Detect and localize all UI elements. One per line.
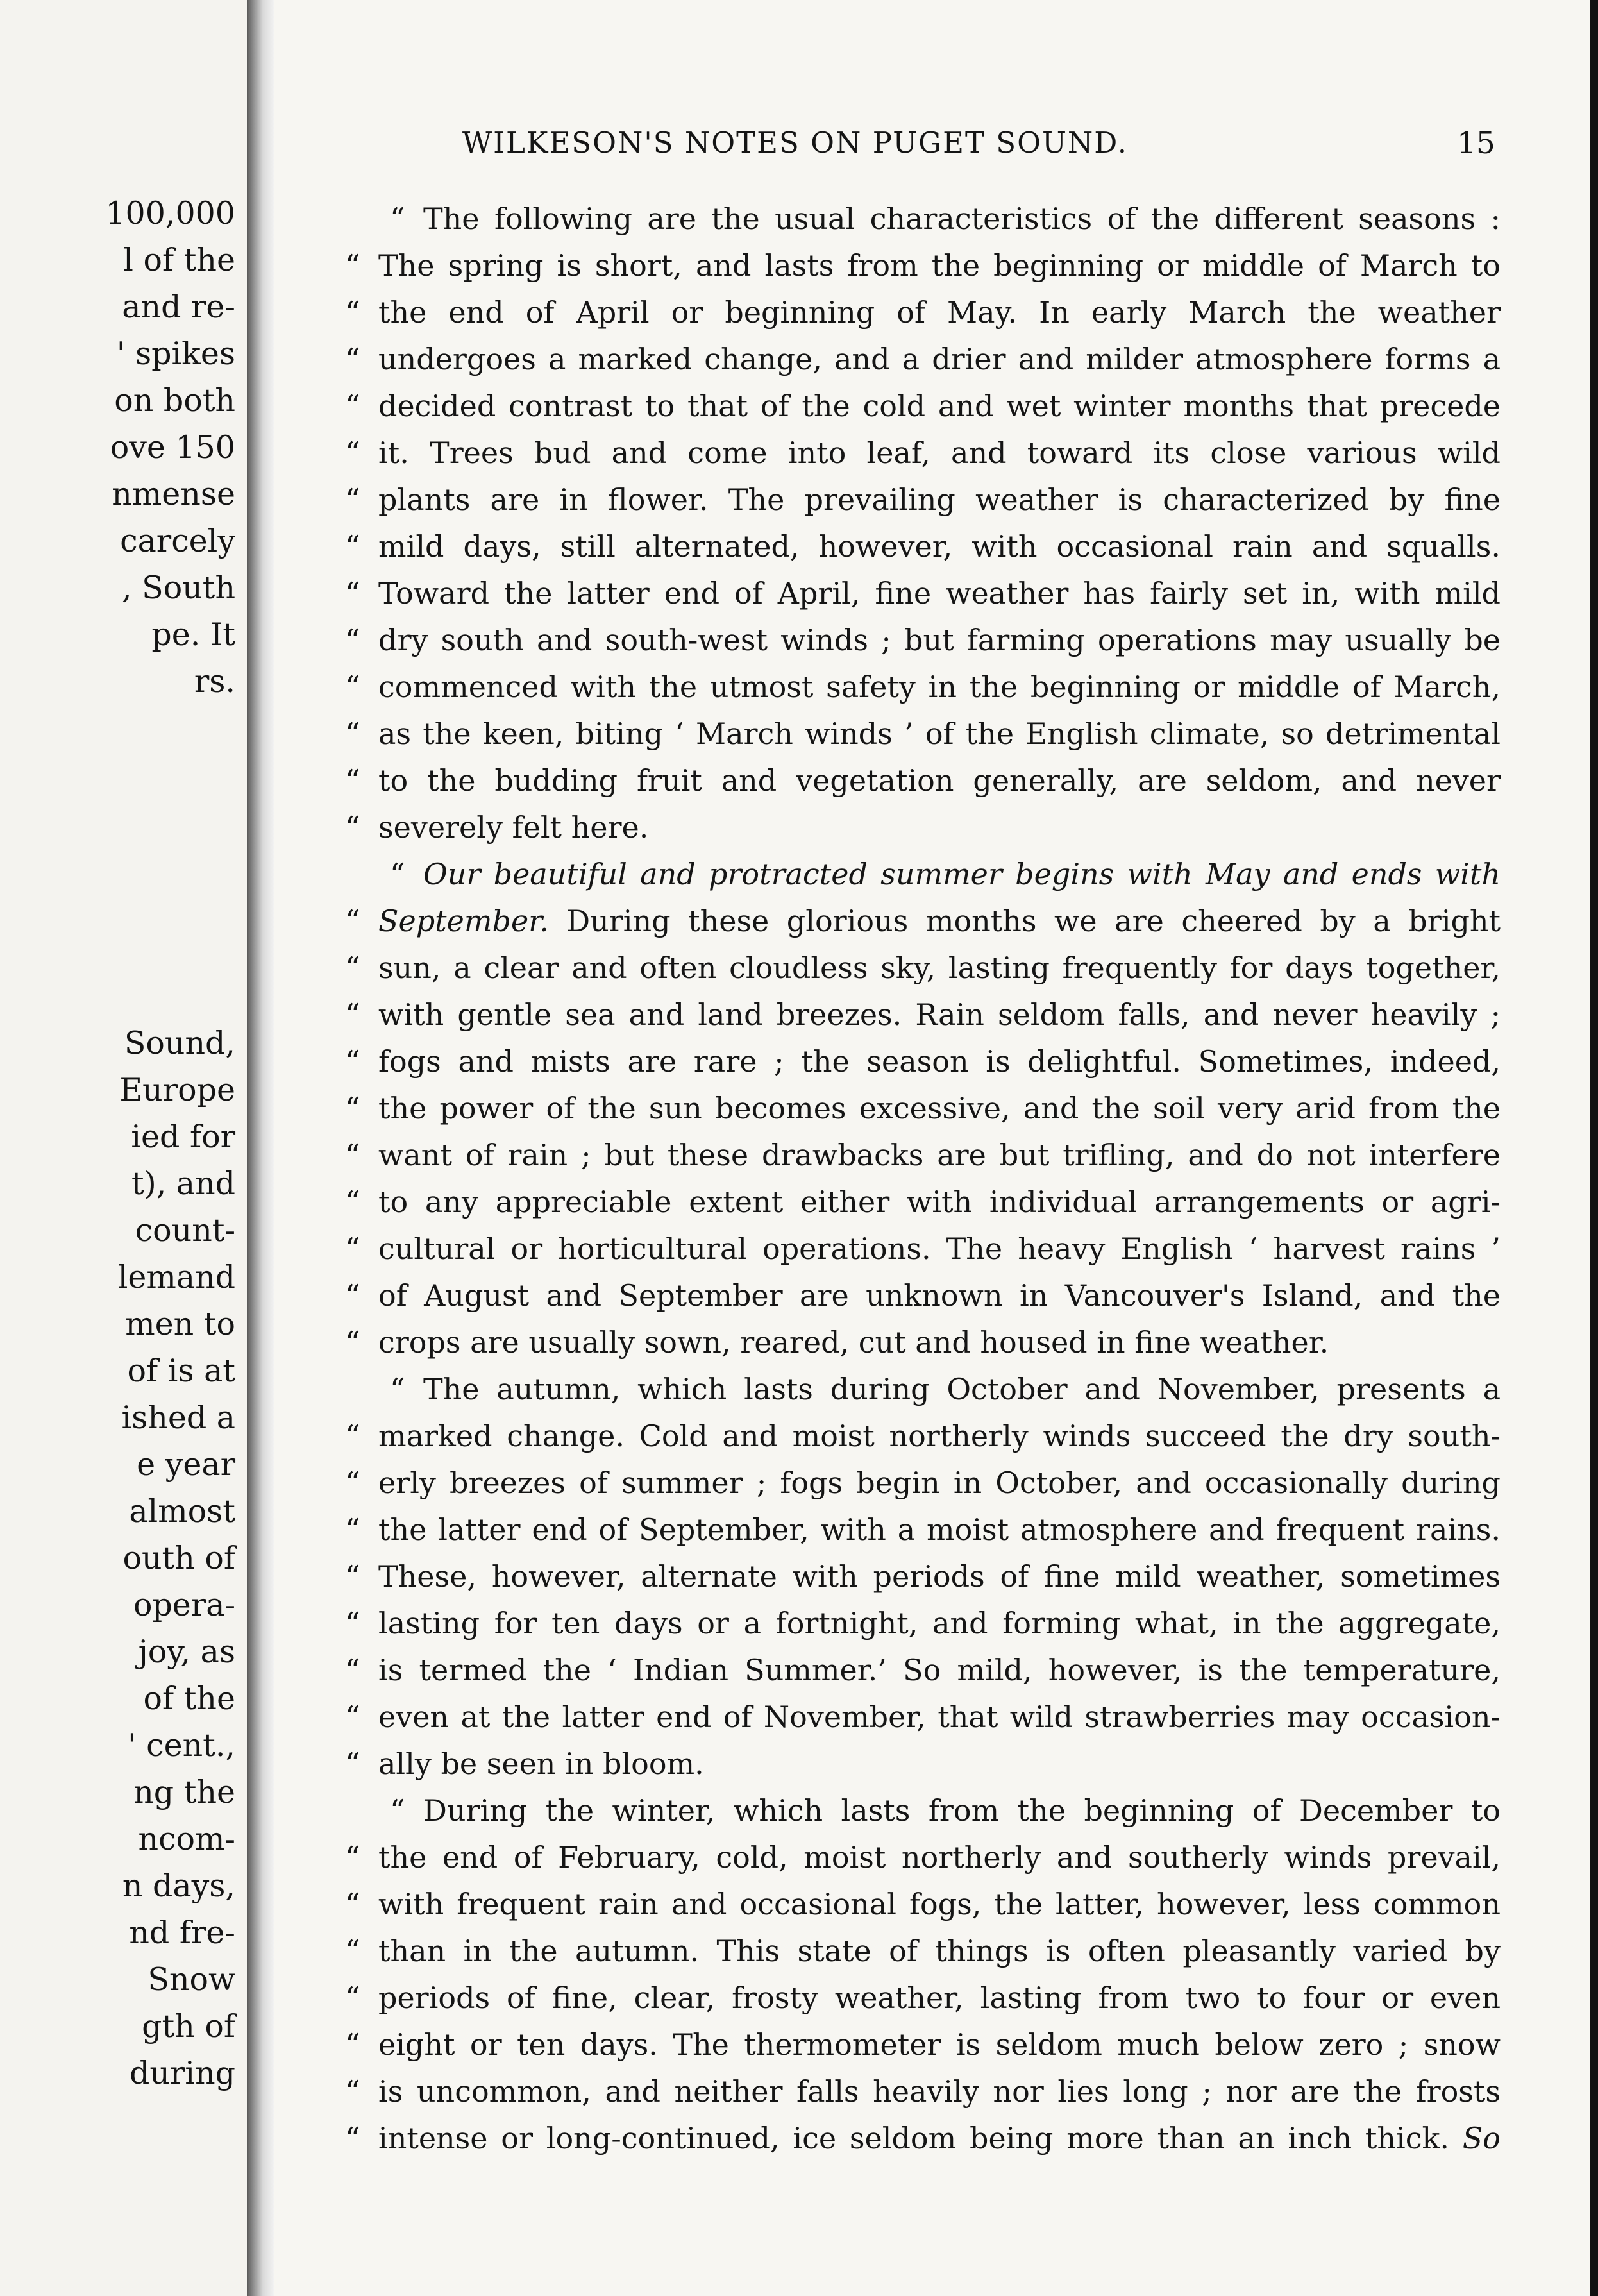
left-page-line: Europe — [119, 1072, 235, 1108]
line-text: decided contrast to that of the cold and wet winter months that precede — [378, 389, 1501, 423]
line-text: cultural or horticultural operations. The heavy English ‘ harvest rains ’ — [378, 1231, 1501, 1266]
text-line — [345, 1507, 1501, 1553]
text-line — [345, 336, 1501, 383]
text-line — [345, 1038, 1501, 1085]
line-text: even at the latter end of November, that wild strawberries may occasion- — [378, 1700, 1501, 1734]
text-line — [345, 1881, 1501, 1928]
line-text: commenced with the utmost safety in the beginning or middle of March, — [378, 670, 1501, 704]
quote-mark: “ — [345, 1138, 360, 1172]
italic-text: Our beautiful and protracted summer begins with May and ends with — [423, 857, 1501, 891]
line-text: the power of the sun becomes excessive, and the soil very arid from the — [378, 1091, 1501, 1126]
line-text: plants are in flower. The prevailing weather is characterized by fine — [378, 482, 1501, 517]
line-text: eight or ten days. The thermometer is seldom much below zero ; snow — [378, 2027, 1501, 2062]
line-text: is uncommon, and neither falls heavily nor lies long ; nor are the frosts — [378, 2074, 1501, 2109]
line-text: of August and September are unknown in Vancouver's Island, and the — [378, 1278, 1501, 1313]
line-text: undergoes a marked change, and a drier and milder atmosphere forms a — [378, 342, 1501, 376]
text-line — [345, 1600, 1501, 1647]
italic-text: September. — [378, 904, 549, 938]
text-line — [345, 1694, 1501, 1741]
quote-mark: “ — [345, 2074, 360, 2109]
text-line — [345, 1179, 1501, 1226]
left-page-line: Sound, — [124, 1025, 235, 1061]
line-text: to any appreciable extent either with individual arrangements or agri- — [378, 1185, 1501, 1219]
left-page-fragment — [0, 0, 247, 2296]
line-text: Toward the latter end of April, fine weather has fairly set in, with mild — [378, 576, 1501, 611]
line-text: The spring is short, and lasts from the beginning or middle of March to — [378, 248, 1501, 283]
line-text: the latter end of September, with a moist atmosphere and frequent rains. — [378, 1512, 1501, 1547]
quote-mark: “ — [345, 1185, 360, 1219]
left-page-line: and re- — [122, 289, 235, 325]
quote-mark: “ — [345, 1512, 360, 1547]
text-line — [345, 1319, 1501, 1366]
text-line — [345, 2115, 1501, 2162]
quote-mark: “ — [345, 2027, 360, 2062]
text-line — [345, 992, 1501, 1038]
text-line — [345, 242, 1501, 289]
quote-mark: “ — [345, 1278, 360, 1313]
quote-mark: “ — [345, 295, 360, 330]
left-page-line: outh of — [122, 1540, 235, 1576]
text-line — [345, 1553, 1501, 1600]
left-page-line: men to — [125, 1306, 235, 1342]
left-page-line: rs. — [194, 663, 235, 700]
line-text: These, however, alternate with periods of fine mild weather, sometimes — [378, 1559, 1501, 1594]
quote-mark: “ — [345, 1606, 360, 1641]
line-text: The autumn, which lasts during October and November, presents a — [423, 1372, 1501, 1406]
quote-mark: “ — [345, 716, 360, 751]
line-text: intense or long-continued, ice seldom being more than an inch thick. — [378, 2121, 1449, 2156]
text-line — [345, 1975, 1501, 2022]
text-line — [345, 804, 1501, 851]
left-page-line: joy, as — [138, 1633, 235, 1670]
paragraph — [345, 196, 1501, 851]
text-line — [345, 1226, 1501, 1272]
line-text: sun, a clear and often cloudless sky, lasting frequently for days together, — [378, 950, 1501, 985]
text-line — [345, 757, 1501, 804]
paragraph — [345, 851, 1501, 1366]
line-text: During the winter, which lasts from the beginning of December to — [423, 1793, 1501, 1828]
left-page-line: count- — [135, 1212, 235, 1249]
left-page-line: ng the — [133, 1774, 235, 1811]
text-line — [378, 851, 1501, 898]
text-line — [345, 898, 1501, 945]
quote-mark: “ — [390, 201, 405, 236]
text-line — [345, 430, 1501, 477]
text-line — [345, 1460, 1501, 1507]
quote-mark: “ — [345, 1091, 360, 1126]
left-page-line: ' spikes — [116, 335, 235, 372]
left-page-line: on both — [114, 382, 235, 419]
quote-mark: “ — [345, 1231, 360, 1266]
text-line — [345, 617, 1501, 664]
text-line — [345, 523, 1501, 570]
left-page-line: , South — [121, 570, 235, 606]
line-text: The following are the usual characteristics of the different seasons : — [423, 201, 1501, 236]
left-page-line: n days, — [122, 1868, 235, 1904]
line-text: mild days, still alternated, however, with occasional rain and squalls. — [378, 529, 1501, 564]
quote-mark: “ — [345, 1887, 360, 1921]
quote-mark: “ — [345, 670, 360, 704]
quote-mark: “ — [345, 1700, 360, 1734]
line-text: lasting for ten days or a fortnight, and forming what, in the aggregate, — [378, 1606, 1501, 1641]
line-text: with frequent rain and occasional fogs, the latter, however, less common — [378, 1887, 1501, 1921]
text-line — [345, 383, 1501, 430]
paragraph — [345, 1787, 1501, 2162]
line-text: periods of fine, clear, frosty weather, lasting from two to four or even — [378, 1980, 1501, 2015]
quote-mark: “ — [390, 1793, 405, 1828]
line-text: the end of April or beginning of May. In early March the weather — [378, 295, 1501, 330]
text-line — [345, 477, 1501, 523]
quote-mark: “ — [345, 1559, 360, 1594]
text-line — [378, 1366, 1501, 1413]
text-line — [345, 1413, 1501, 1460]
quote-mark: “ — [345, 1980, 360, 2015]
text-line — [345, 2022, 1501, 2068]
quote-mark: “ — [390, 1372, 405, 1406]
line-text: want of rain ; but these drawbacks are but trifling, and do not interfere — [378, 1138, 1501, 1172]
line-text: During these glorious months we are cheered by a bright — [548, 904, 1501, 938]
quote-mark: “ — [345, 1840, 360, 1875]
text-line — [345, 289, 1501, 336]
left-page-line: of the — [143, 1680, 235, 1717]
left-page-line: ncom- — [138, 1821, 235, 1857]
left-page-line: during — [130, 2055, 235, 2091]
text-line — [378, 1787, 1501, 1834]
line-text: crops are usually sown, reared, cut and housed in fine weather. — [378, 1325, 1329, 1360]
text-line — [345, 2068, 1501, 2115]
left-page-line: lemand — [117, 1259, 235, 1296]
line-text: fogs and mists are rare ; the season is delightful. Sometimes, indeed, — [378, 1044, 1501, 1079]
text-line — [378, 196, 1501, 242]
left-page-line: e year — [137, 1446, 235, 1483]
quote-mark: “ — [345, 1044, 360, 1079]
quote-mark: “ — [345, 1325, 360, 1360]
quote-mark: “ — [345, 904, 360, 938]
quote-mark: “ — [345, 810, 360, 845]
quote-mark: “ — [345, 1746, 360, 1781]
left-page-line: nmense — [112, 476, 235, 512]
line-text: severely felt here. — [378, 810, 649, 845]
quote-mark: “ — [345, 1934, 360, 1968]
left-page-line: carcely — [120, 523, 235, 559]
page-edge — [1590, 0, 1598, 2296]
line-text: is termed the ‘ Indian Summer.’ So mild, however, is the temperature, — [378, 1653, 1501, 1687]
line-text: marked change. Cold and moist northerly winds succeed the dry south- — [378, 1419, 1501, 1453]
page-number: 15 — [1457, 126, 1495, 161]
text-line — [345, 1741, 1501, 1787]
quote-mark: “ — [345, 1419, 360, 1453]
quote-mark: “ — [345, 950, 360, 985]
left-page-line: t), and — [131, 1165, 235, 1202]
line-text: with gentle sea and land breezes. Rain seldom falls, and never heavily ; — [378, 997, 1501, 1032]
left-page-line: almost — [129, 1493, 235, 1530]
line-text: dry south and south-west winds ; but farming operations may usually be — [378, 623, 1501, 657]
left-page-line: of is at — [127, 1353, 235, 1389]
line-text: erly breezes of summer ; fogs begin in October, and occasionally during — [378, 1465, 1501, 1500]
text-line — [345, 1085, 1501, 1132]
quote-mark: “ — [345, 342, 360, 376]
left-page-line: ove 150 — [110, 429, 235, 466]
left-page-line: pe. It — [151, 616, 235, 653]
text-line — [345, 945, 1501, 992]
body-text — [345, 196, 1501, 2162]
text-line — [345, 1132, 1501, 1179]
text-line — [345, 1272, 1501, 1319]
text-line — [345, 1834, 1501, 1881]
text-line — [345, 1928, 1501, 1975]
text-line — [345, 570, 1501, 617]
left-page-line: ished a — [121, 1399, 235, 1436]
quote-mark: “ — [345, 997, 360, 1032]
line-text: than in the autumn. This state of things is often pleasantly varied by — [378, 1934, 1501, 1968]
line-text: ally be seen in bloom. — [378, 1746, 704, 1781]
text-line — [345, 664, 1501, 711]
line-text: to the budding fruit and vegetation generally, are seldom, and never — [378, 763, 1501, 798]
book-gutter — [247, 0, 274, 2296]
quote-mark: “ — [345, 482, 360, 517]
quote-mark: “ — [345, 529, 360, 564]
quote-mark: “ — [345, 1465, 360, 1500]
text-line — [345, 1647, 1501, 1694]
line-text: it. Trees bud and come into leaf, and toward its close various wild — [378, 435, 1501, 470]
left-page-line: l of the — [123, 242, 235, 278]
left-page-line: opera- — [133, 1587, 235, 1623]
quote-mark: “ — [390, 857, 405, 891]
left-page-line: 100,000 — [105, 195, 235, 232]
quote-mark: “ — [345, 623, 360, 657]
left-page-line: gth of — [142, 2008, 235, 2045]
paragraph — [345, 1366, 1501, 1787]
italic-text: So — [1449, 2121, 1501, 2156]
quote-mark: “ — [345, 248, 360, 283]
left-page-line: ' cent., — [128, 1727, 235, 1764]
quote-mark: “ — [345, 435, 360, 470]
line-text: the end of February, cold, moist northerly and southerly winds prevail, — [378, 1840, 1501, 1875]
quote-mark: “ — [345, 1653, 360, 1687]
quote-mark: “ — [345, 389, 360, 423]
left-page-line: ied for — [131, 1118, 235, 1155]
quote-mark: “ — [345, 763, 360, 798]
quote-mark: “ — [345, 2121, 360, 2156]
running-head: WILKESON'S NOTES ON PUGET SOUND. — [462, 126, 1129, 160]
line-text: as the keen, biting ‘ March winds ’ of the English climate, so detrimental — [378, 716, 1501, 751]
left-page-line: Snow — [147, 1961, 235, 1998]
quote-mark: “ — [345, 576, 360, 611]
text-line — [345, 711, 1501, 757]
left-page-line: nd fre- — [129, 1914, 235, 1951]
